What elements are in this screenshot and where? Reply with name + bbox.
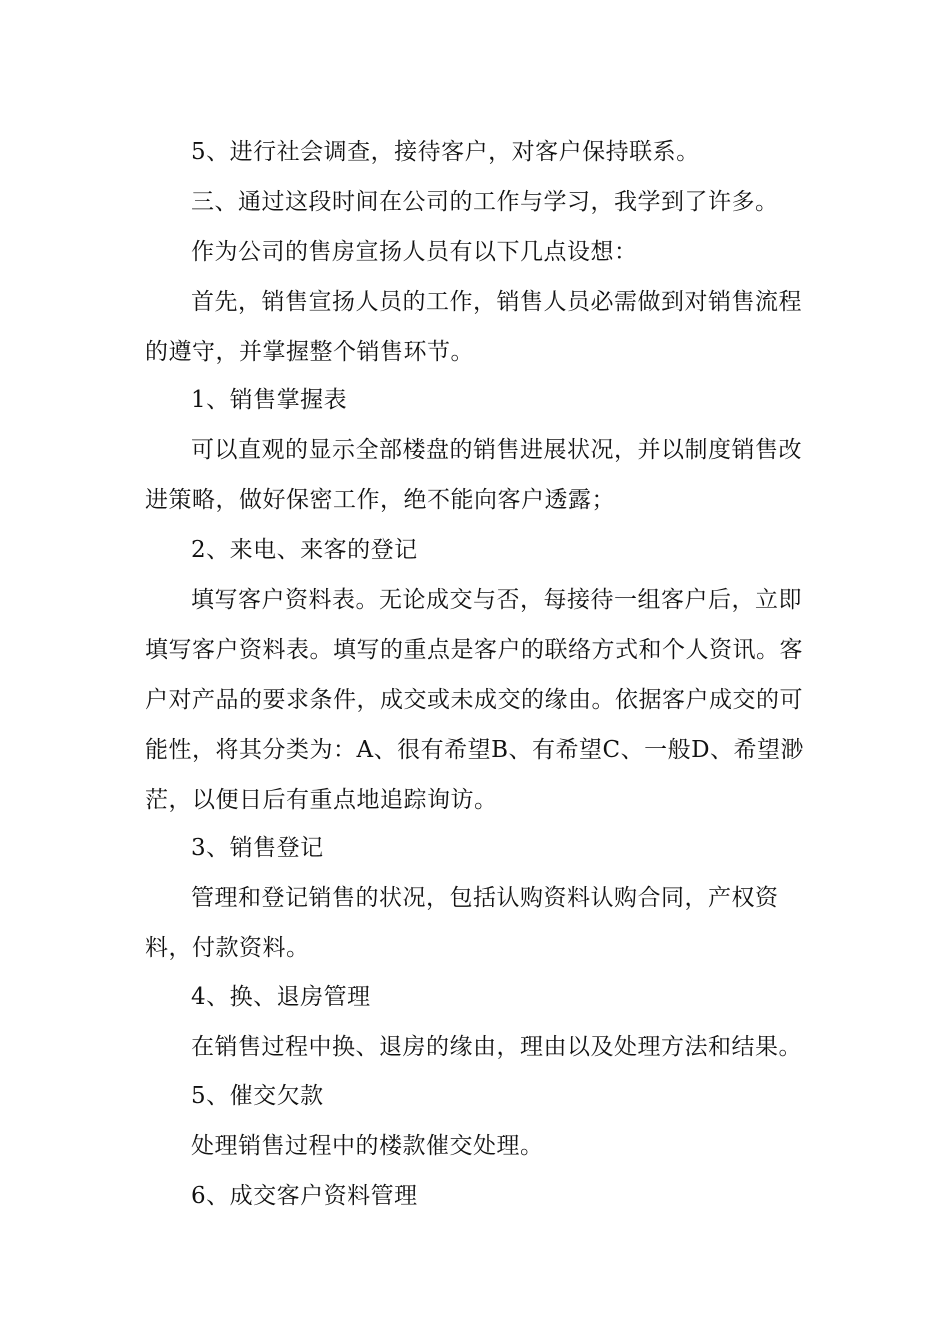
paragraph-2: 三、通过这段时间在公司的工作与学习，我学到了许多。 bbox=[191, 189, 779, 215]
paragraph-8: 填写客户资料表。无论成交与否，每接待一组客户后，立即填写客户资料表。填写的重点是客户的联络方式和个人资讯。客户对产品的要求条件，成交或未成交的缘由。依据客户成交的可能性，将其分类为：A、很有希望B、有希望C、一般D、希望渺茫，以便日后有重点地追踪询访。 bbox=[145, 587, 805, 813]
paragraph-3: 作为公司的售房宣扬人员有以下几点设想： bbox=[191, 239, 638, 265]
paragraph-11: 4、换、退房管理 bbox=[191, 984, 371, 1010]
paragraph-1: 5、进行社会调查，接待客户，对客户保持联系。 bbox=[191, 139, 700, 165]
paragraph-4: 首先，销售宣扬人员的工作，销售人员必需做到对销售流程的遵守，并掌握整个销售环节。 bbox=[145, 289, 802, 365]
paragraph-7: 2、来电、来客的登记 bbox=[191, 537, 418, 563]
paragraph-14: 处理销售过程中的楼款催交处理。 bbox=[191, 1133, 544, 1159]
paragraph-15: 6、成交客户资料管理 bbox=[191, 1183, 418, 1209]
paragraph-12: 在销售过程中换、退房的缘由，理由以及处理方法和结果。 bbox=[191, 1034, 802, 1060]
paragraph-6: 可以直观的显示全部楼盘的销售进展状况，并以制度销售改进策略，做好保密工作，绝不能向客户透露； bbox=[145, 437, 802, 513]
paragraph-10: 管理和登记销售的状况，包括认购资料认购合同，产权资料，付款资料。 bbox=[145, 885, 779, 961]
paragraph-5: 1、销售掌握表 bbox=[191, 387, 348, 413]
paragraph-13: 5、催交欠款 bbox=[191, 1083, 324, 1109]
paragraph-9: 3、销售登记 bbox=[191, 835, 324, 861]
